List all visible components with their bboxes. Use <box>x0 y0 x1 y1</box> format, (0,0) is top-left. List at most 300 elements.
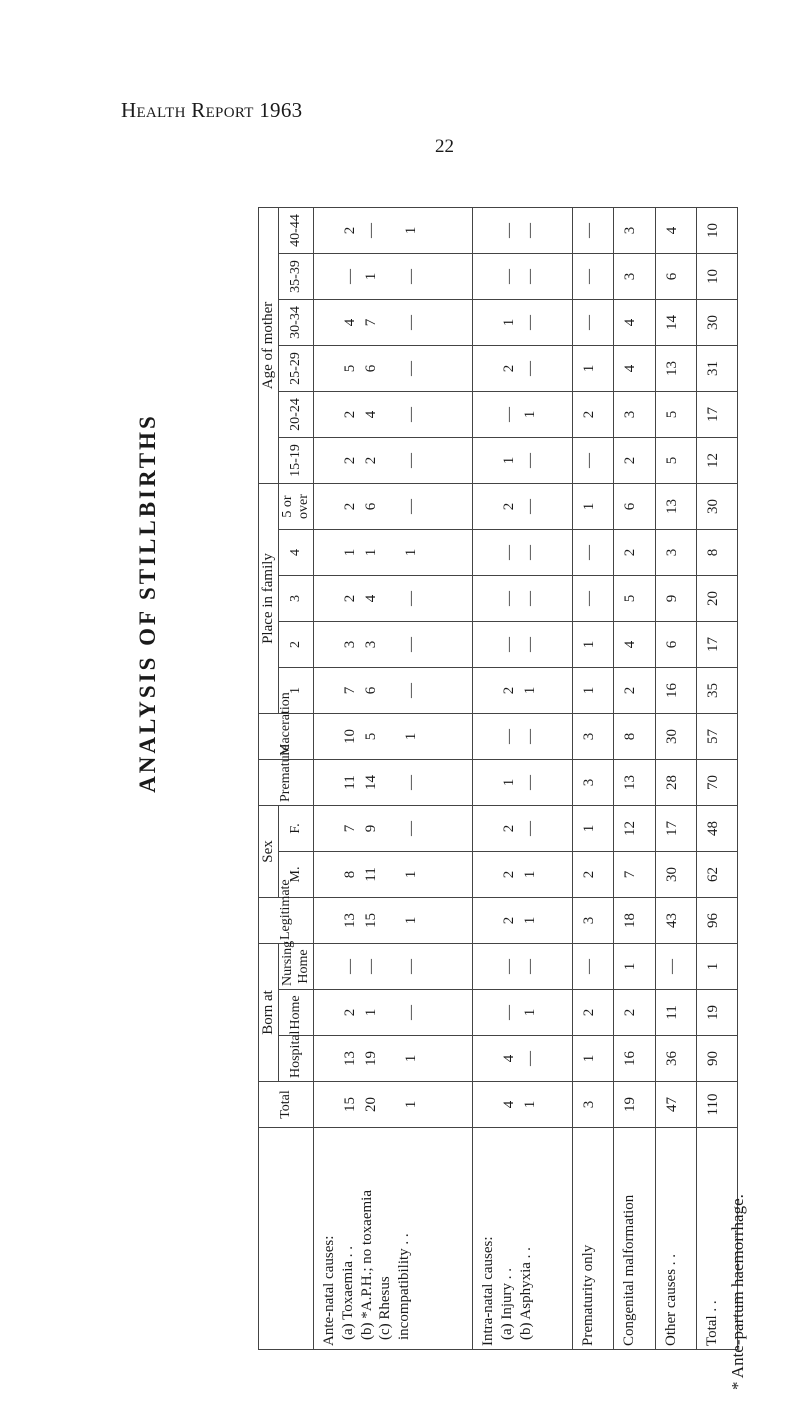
cell-value <box>381 395 401 434</box>
col-age-25-29: 25-29 <box>279 346 314 392</box>
cell-value: 2 <box>342 226 359 235</box>
cell-p1 <box>655 668 696 714</box>
cell-value: 3 <box>663 548 680 557</box>
cell-value: 13 <box>342 1051 359 1066</box>
cell-nursing_home <box>696 944 737 990</box>
cell-value: 10 <box>704 223 721 238</box>
cell-value <box>320 1085 340 1124</box>
col-total: Total <box>259 1082 314 1128</box>
cell-value <box>320 901 340 940</box>
cell-value: — <box>403 269 419 284</box>
cell-value: 2 <box>501 916 518 925</box>
cell-value <box>320 441 340 480</box>
cell-m <box>573 852 614 898</box>
cell-value: 6 <box>663 272 680 281</box>
cell-value: 8 <box>342 870 359 879</box>
cell-m <box>314 852 473 898</box>
cell-value: 1 <box>403 1054 419 1063</box>
table-row <box>614 208 655 1350</box>
cell-nursing_home <box>314 944 473 990</box>
cause-label-line: (a) Injury . . <box>498 1267 515 1340</box>
cell-value: 17 <box>704 407 721 422</box>
col-home: Home <box>279 990 314 1036</box>
cell-p4 <box>473 530 573 576</box>
cell-premature <box>473 760 573 806</box>
cell-value: 19 <box>622 1097 639 1112</box>
cell-f <box>614 806 655 852</box>
cell-p5 <box>473 484 573 530</box>
cell-value: 90 <box>704 1051 721 1066</box>
cell-a20 <box>573 392 614 438</box>
cell-a25 <box>473 346 573 392</box>
cell-value <box>479 671 499 710</box>
cell-value: 19 <box>362 1051 379 1066</box>
cell-value: 7 <box>342 824 359 833</box>
cell-value: 30 <box>663 729 680 744</box>
cell-a20 <box>473 392 573 438</box>
cell-value: 31 <box>704 361 721 376</box>
cell-a15 <box>696 438 737 484</box>
col-nursing-home: Nursing Home <box>279 944 314 990</box>
cell-p3 <box>655 576 696 622</box>
cell-value: 6 <box>622 502 639 511</box>
col-place-5-or-over: 5 or over <box>279 484 314 530</box>
cell-value: 1 <box>581 1054 598 1063</box>
cell-p3 <box>314 576 473 622</box>
cell-value: 3 <box>581 916 598 925</box>
cell-value: 2 <box>501 364 518 373</box>
cell-a15 <box>614 438 655 484</box>
cause-label-line: Intra-natal causes: <box>480 1236 497 1346</box>
cell-value: 1 <box>521 1008 538 1017</box>
cell-value: 6 <box>362 364 379 373</box>
col-place-2: 2 <box>279 622 314 668</box>
cell-value <box>479 763 499 802</box>
cell-value <box>320 211 340 250</box>
cell-value: 2 <box>342 502 359 511</box>
cell-value: — <box>501 407 518 422</box>
cell-p4 <box>314 530 473 576</box>
cell-value: 3 <box>581 732 598 741</box>
group-sex: Sex <box>259 806 279 898</box>
col-premature: Premature <box>259 760 314 806</box>
cell-value: 15 <box>342 1097 359 1112</box>
cell-value: 1 <box>521 410 538 419</box>
cell-a20 <box>696 392 737 438</box>
cell-nursing_home <box>573 944 614 990</box>
cell-value <box>381 993 401 1032</box>
cell-value <box>381 533 401 572</box>
cell-value: 1 <box>403 870 419 879</box>
cell-nursing_home <box>473 944 573 990</box>
page-number: 22 <box>435 136 454 157</box>
cell-value: 2 <box>622 548 639 557</box>
cell-value: 2 <box>342 1008 359 1017</box>
cell-value <box>479 533 499 572</box>
cell-value <box>381 487 401 526</box>
cell-value: 1 <box>501 318 518 327</box>
col-legitimate: Legitimate <box>259 898 314 944</box>
cell-value: 43 <box>663 913 680 928</box>
cell-a15 <box>473 438 573 484</box>
cause-header-blank <box>259 1128 314 1350</box>
cell-maceration <box>473 714 573 760</box>
cell-p5 <box>314 484 473 530</box>
cell-value: 5 <box>622 594 639 603</box>
cell-m <box>696 852 737 898</box>
col-hospital: Hospital <box>279 1036 314 1082</box>
cell-value: — <box>403 775 419 790</box>
cell-value: — <box>581 269 598 284</box>
cell-p1 <box>473 668 573 714</box>
cause-label-line: Total . . <box>703 1300 720 1346</box>
cause-label-line: Ante-natal causes: <box>321 1235 337 1346</box>
cell-home <box>573 990 614 1036</box>
cell-p4 <box>696 530 737 576</box>
cell-premature <box>573 760 614 806</box>
cell-total <box>314 1082 473 1128</box>
cell-value <box>381 855 401 894</box>
cell-value: — <box>403 453 419 468</box>
cell-value <box>381 579 401 618</box>
stillbirth-analysis-table <box>258 207 738 1350</box>
cell-value: 28 <box>663 775 680 790</box>
cell-m <box>655 852 696 898</box>
cell-p4 <box>655 530 696 576</box>
cell-value <box>320 395 340 434</box>
table-row <box>573 208 614 1350</box>
cell-value <box>381 763 401 802</box>
cell-a35 <box>655 254 696 300</box>
cell-value: — <box>362 959 379 974</box>
cell-maceration <box>614 714 655 760</box>
cell-value: 1 <box>581 686 598 695</box>
cell-value: 17 <box>663 821 680 836</box>
table-row <box>473 208 573 1350</box>
cause-label <box>614 1128 655 1350</box>
cell-value <box>479 625 499 664</box>
cell-value: 48 <box>704 821 721 836</box>
cell-value: 13 <box>342 913 359 928</box>
cell-hospital <box>696 1036 737 1082</box>
cell-p2 <box>614 622 655 668</box>
cell-value <box>320 303 340 342</box>
cell-value: 6 <box>663 640 680 649</box>
cell-value: 4 <box>622 640 639 649</box>
cell-value <box>320 487 340 526</box>
cell-value: — <box>403 361 419 376</box>
cell-value: — <box>501 545 518 560</box>
cell-value: 2 <box>362 456 379 465</box>
cell-p2 <box>696 622 737 668</box>
cell-value: 1 <box>622 962 639 971</box>
col-place-1: 1 <box>279 668 314 714</box>
cell-home <box>473 990 573 1036</box>
cell-value: — <box>521 269 538 284</box>
cell-p5 <box>614 484 655 530</box>
cell-value: 1 <box>501 456 518 465</box>
cell-legitimate <box>473 898 573 944</box>
cell-value: 1 <box>403 548 419 557</box>
cell-value: — <box>403 959 419 974</box>
running-header: Health Report 1963 <box>121 98 303 122</box>
cell-value <box>479 1039 499 1078</box>
cell-value: 1 <box>521 1100 538 1109</box>
cell-value: — <box>403 683 419 698</box>
cell-hospital <box>655 1036 696 1082</box>
cell-p5 <box>655 484 696 530</box>
cell-value <box>479 579 499 618</box>
cell-value: 20 <box>704 591 721 606</box>
cell-value: 11 <box>342 775 359 790</box>
cell-value: 5 <box>362 732 379 741</box>
stillbirth-table-wrapper <box>258 207 738 1350</box>
cell-value: — <box>501 269 518 284</box>
cell-value: 2 <box>501 870 518 879</box>
cell-value: 2 <box>622 456 639 465</box>
col-age-30-34: 30-34 <box>279 300 314 346</box>
cell-value: 4 <box>663 226 680 235</box>
col-age-40-44: 40-44 <box>279 208 314 254</box>
cell-value: 14 <box>663 315 680 330</box>
cell-value: 3 <box>581 778 598 787</box>
col-age-15-19: 15-19 <box>279 438 314 484</box>
table-row <box>655 208 696 1350</box>
cause-label-line: Prematurity only <box>580 1244 597 1346</box>
cell-value <box>381 1085 401 1124</box>
cell-p2 <box>473 622 573 668</box>
cell-value <box>381 901 401 940</box>
col-female: F. <box>279 806 314 852</box>
cause-label-line: (b) Asphyxia . . <box>517 1247 534 1340</box>
cell-value <box>320 763 340 802</box>
cell-value <box>479 1085 499 1124</box>
group-age-of-mother: Age of mother <box>259 208 279 484</box>
cell-a35 <box>473 254 573 300</box>
cell-a25 <box>573 346 614 392</box>
cell-a15 <box>314 438 473 484</box>
cell-value: — <box>501 637 518 652</box>
cell-value: 13 <box>663 499 680 514</box>
cell-value: 11 <box>362 867 379 882</box>
cell-p2 <box>573 622 614 668</box>
cell-p5 <box>696 484 737 530</box>
cell-hospital <box>614 1036 655 1082</box>
cell-value <box>381 717 401 756</box>
cell-value <box>320 717 340 756</box>
cell-total <box>614 1082 655 1128</box>
cell-value: 10 <box>704 269 721 284</box>
cell-value: 19 <box>704 1005 721 1020</box>
cell-value: — <box>403 821 419 836</box>
cell-value <box>320 1039 340 1078</box>
cell-value: 1 <box>581 640 598 649</box>
cell-value <box>479 349 499 388</box>
cell-value: 20 <box>362 1097 379 1112</box>
cell-value: — <box>521 591 538 606</box>
cell-value: 4 <box>362 594 379 603</box>
cell-value: 1 <box>403 226 419 235</box>
cell-p1 <box>573 668 614 714</box>
cell-a40 <box>473 208 573 254</box>
cell-value: 1 <box>362 1008 379 1017</box>
cell-value: 110 <box>704 1093 721 1116</box>
cell-value: 3 <box>342 640 359 649</box>
cell-total <box>696 1082 737 1128</box>
cell-a30 <box>314 300 473 346</box>
cell-value: 10 <box>342 729 359 744</box>
cell-value: — <box>521 499 538 514</box>
cell-value: 2 <box>342 410 359 419</box>
cell-a40 <box>696 208 737 254</box>
cell-value: 2 <box>622 1008 639 1017</box>
cell-value: 30 <box>663 867 680 882</box>
cell-value: 3 <box>622 272 639 281</box>
cell-value: 1 <box>403 1100 419 1109</box>
cell-value: 11 <box>663 1005 680 1020</box>
cause-label-line: Congenital malformation <box>621 1194 638 1346</box>
cell-value: 4 <box>501 1100 518 1109</box>
cell-legitimate <box>696 898 737 944</box>
cell-home <box>655 990 696 1036</box>
cell-maceration <box>655 714 696 760</box>
cell-total <box>573 1082 614 1128</box>
cell-value: — <box>581 545 598 560</box>
cell-value: 4 <box>362 410 379 419</box>
cell-f <box>696 806 737 852</box>
cell-a20 <box>314 392 473 438</box>
cell-value: — <box>501 729 518 744</box>
cell-value: 9 <box>362 824 379 833</box>
cell-value: 2 <box>581 1008 598 1017</box>
col-place-4: 4 <box>279 530 314 576</box>
cell-a20 <box>614 392 655 438</box>
cell-p3 <box>473 576 573 622</box>
cell-p3 <box>696 576 737 622</box>
cell-value: 4 <box>342 318 359 327</box>
cell-value: — <box>403 637 419 652</box>
cell-a15 <box>573 438 614 484</box>
cell-value: — <box>403 407 419 422</box>
cause-label-line: (a) Toxaemia . . <box>339 1245 356 1340</box>
cell-value <box>381 303 401 342</box>
cell-m <box>614 852 655 898</box>
cell-value: — <box>403 591 419 606</box>
cell-p2 <box>655 622 696 668</box>
cell-value: 1 <box>403 916 419 925</box>
footnote: * Ante-partum haemorrhage. <box>728 1194 747 1390</box>
cell-a30 <box>614 300 655 346</box>
cell-value: — <box>663 959 680 974</box>
cell-value <box>381 211 401 250</box>
cell-f <box>473 806 573 852</box>
cell-value: 1 <box>342 548 359 557</box>
cell-value: 1 <box>521 870 538 879</box>
cell-value: — <box>521 729 538 744</box>
cell-value: 8 <box>622 732 639 741</box>
cell-value <box>320 855 340 894</box>
cell-value: 4 <box>622 318 639 327</box>
cell-value: 13 <box>622 775 639 790</box>
cell-value: 96 <box>704 913 721 928</box>
cell-value: 57 <box>704 729 721 744</box>
cause-label-line: (b) *A.P.H.; no toxaemia <box>358 1190 375 1340</box>
cell-a30 <box>696 300 737 346</box>
cell-value: 35 <box>704 683 721 698</box>
cell-value: — <box>521 1051 538 1066</box>
group-place-in-family: Place in family <box>259 484 279 714</box>
cell-value <box>320 533 340 572</box>
cell-value: — <box>342 959 359 974</box>
cell-value <box>479 717 499 756</box>
cell-p2 <box>314 622 473 668</box>
cell-value: 17 <box>704 637 721 652</box>
cell-value <box>479 441 499 480</box>
cell-premature <box>314 760 473 806</box>
cell-value: 12 <box>704 453 721 468</box>
cell-a25 <box>314 346 473 392</box>
cell-a35 <box>573 254 614 300</box>
cell-value <box>381 809 401 848</box>
cell-value: 2 <box>501 502 518 511</box>
cell-value: 3 <box>622 410 639 419</box>
cell-value <box>320 993 340 1032</box>
cell-value: 36 <box>663 1051 680 1066</box>
cell-value: 1 <box>704 962 721 971</box>
cell-value: — <box>521 223 538 238</box>
cell-hospital <box>573 1036 614 1082</box>
cell-value: 1 <box>362 548 379 557</box>
cell-p4 <box>573 530 614 576</box>
cell-f <box>314 806 473 852</box>
cell-value: 5 <box>663 456 680 465</box>
cell-value <box>320 579 340 618</box>
cell-value: 30 <box>704 315 721 330</box>
cause-label <box>573 1128 614 1350</box>
cell-value: 2 <box>342 456 359 465</box>
cell-value <box>381 671 401 710</box>
col-maceration: Maceration <box>259 714 314 760</box>
table-title: ANALYSIS OF STILLBIRTHS <box>135 413 160 793</box>
cell-value: 1 <box>581 502 598 511</box>
table-body <box>314 208 738 1350</box>
col-age-20-24: 20-24 <box>279 392 314 438</box>
cell-value: — <box>501 1005 518 1020</box>
cell-value <box>479 809 499 848</box>
cell-premature <box>655 760 696 806</box>
cell-value: 2 <box>622 686 639 695</box>
cell-value: 3 <box>581 1100 598 1109</box>
cell-a35 <box>314 254 473 300</box>
cell-p1 <box>696 668 737 714</box>
cell-a20 <box>655 392 696 438</box>
cell-p1 <box>314 668 473 714</box>
cell-value: 62 <box>704 867 721 882</box>
cell-value <box>381 441 401 480</box>
cell-value: — <box>581 959 598 974</box>
cell-value: 7 <box>362 318 379 327</box>
cell-value <box>479 257 499 296</box>
cell-value <box>381 257 401 296</box>
cell-value: — <box>581 453 598 468</box>
cell-value: 5 <box>342 364 359 373</box>
cell-total <box>655 1082 696 1128</box>
cell-value: 7 <box>622 870 639 879</box>
cell-value: — <box>521 453 538 468</box>
group-born-at: Born at <box>259 944 279 1082</box>
cell-value: 6 <box>362 686 379 695</box>
cell-value: 13 <box>663 361 680 376</box>
